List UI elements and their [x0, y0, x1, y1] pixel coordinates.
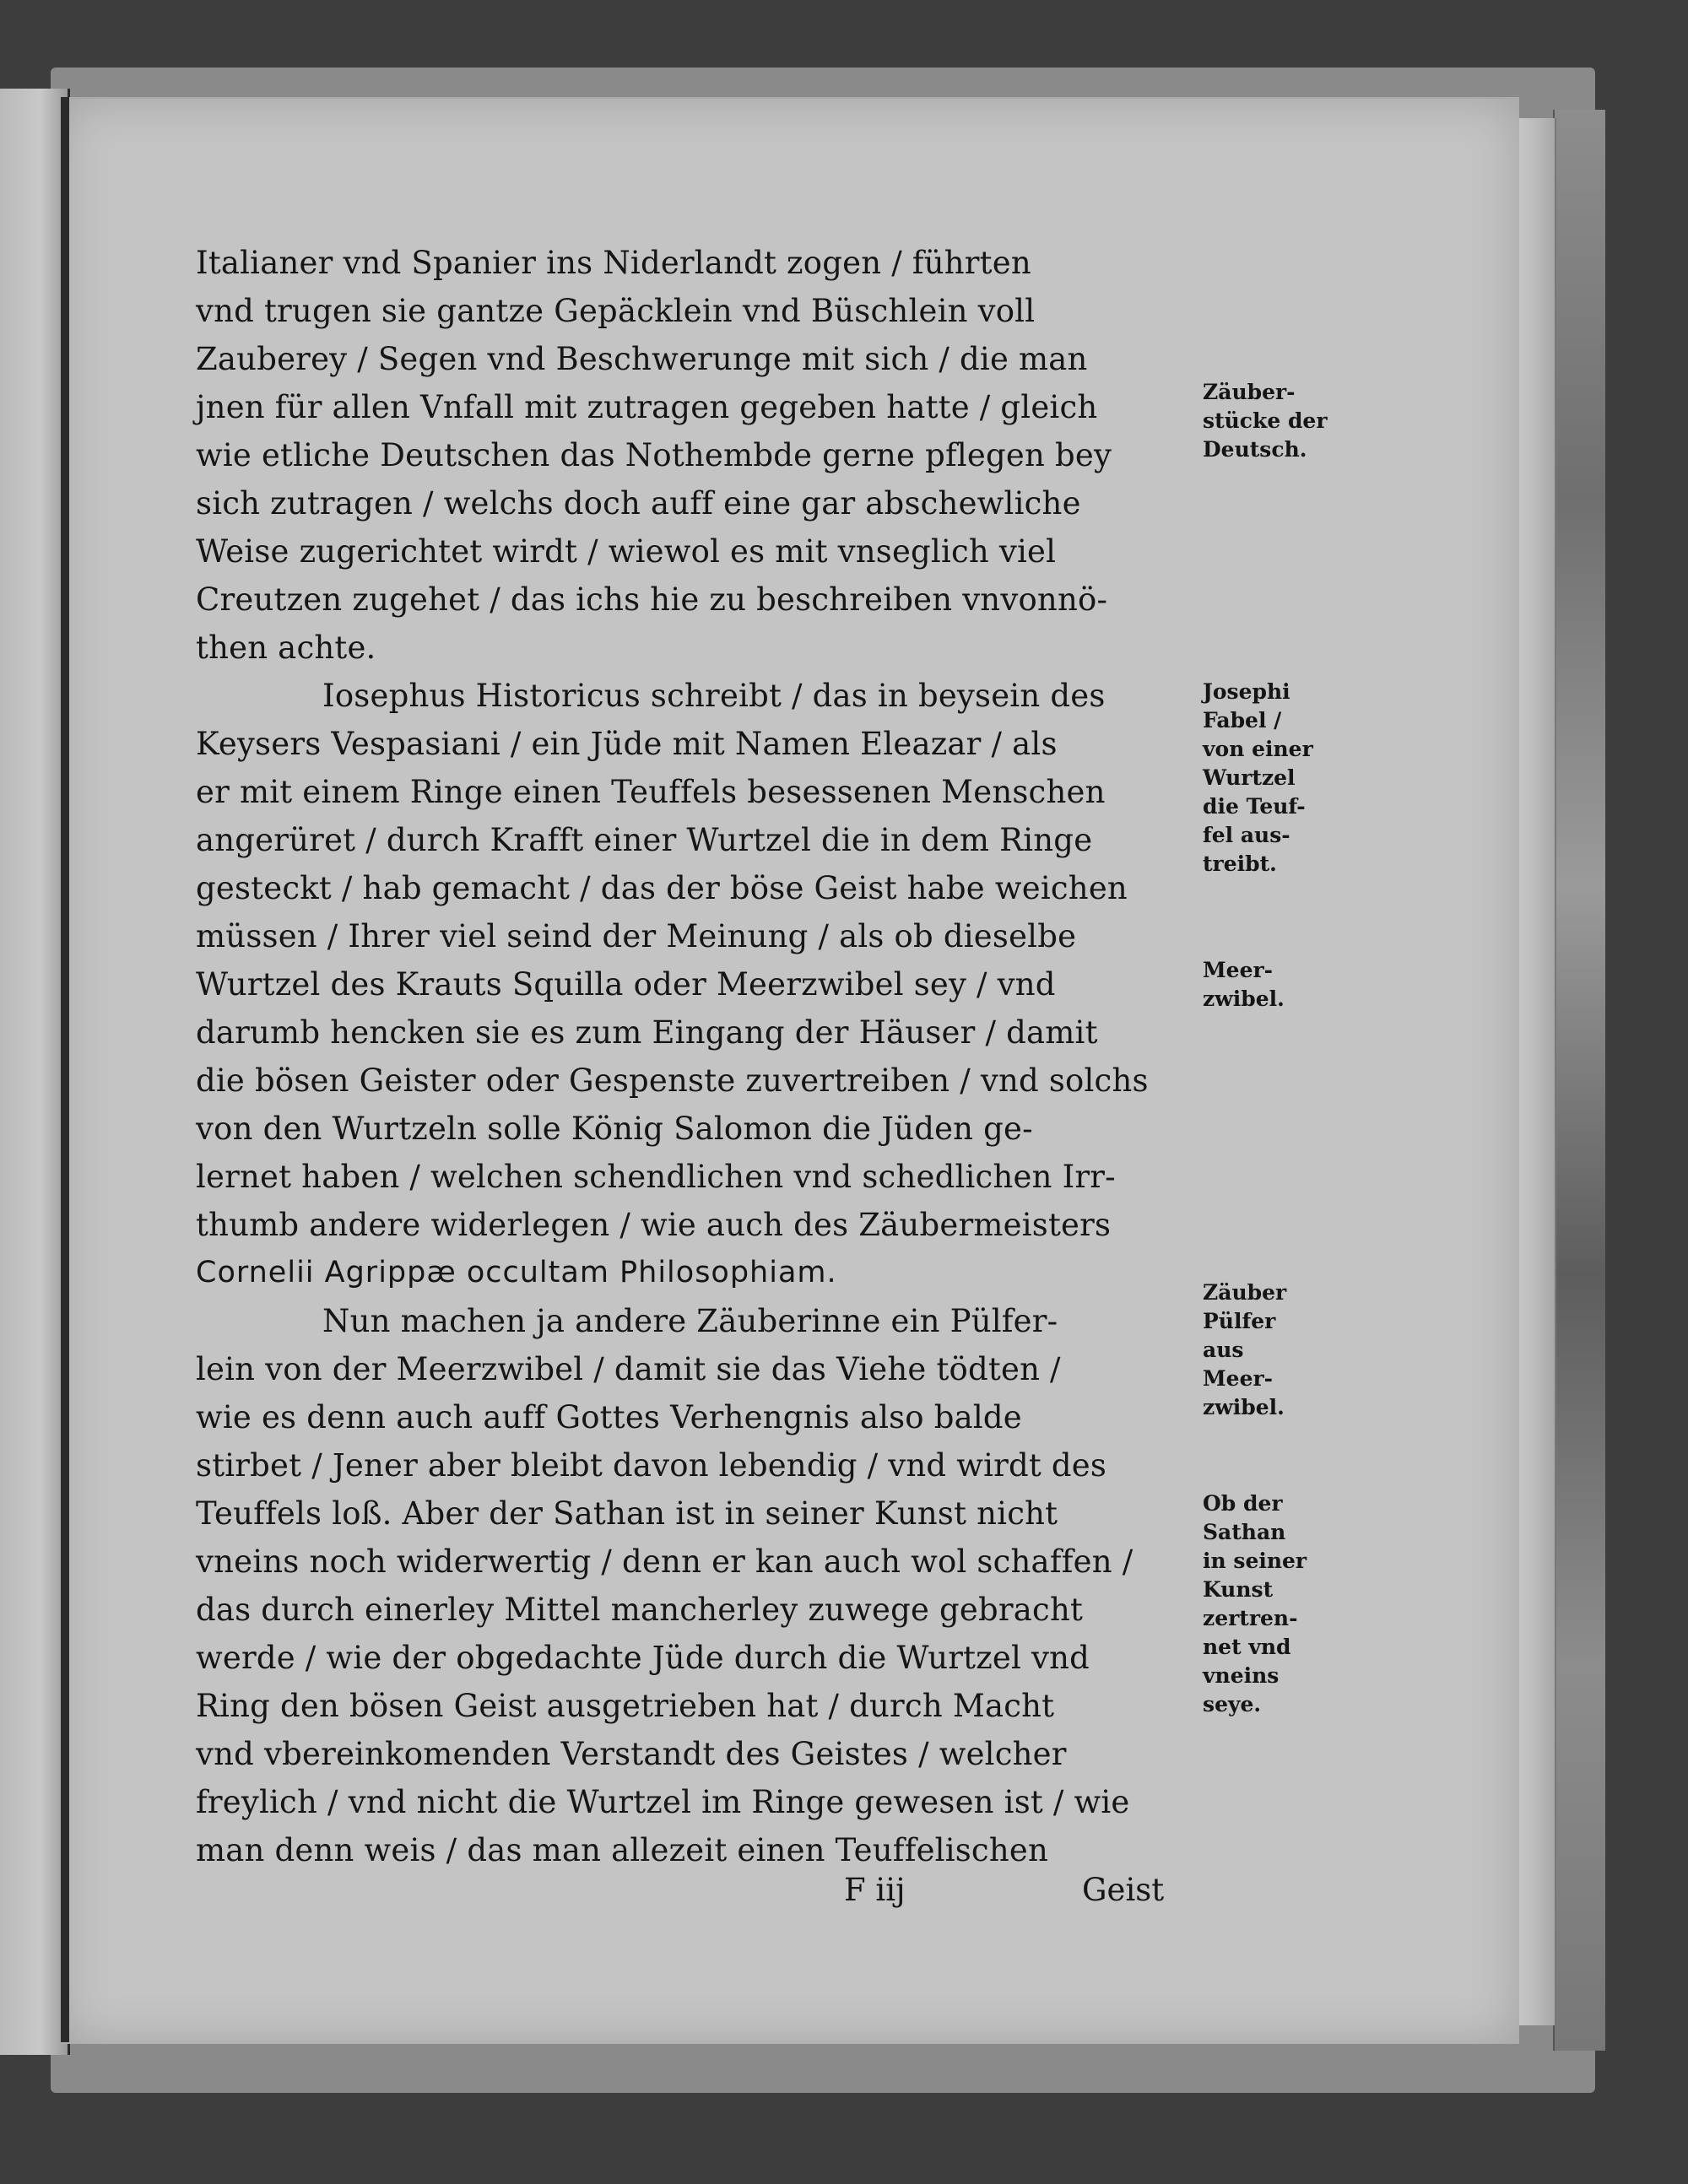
text-line: vneins noch widerwertig / denn er kan auch wol schaffen / [196, 1543, 1133, 1580]
text-line: er mit einem Ringe einen Teuffels besessenen Menschen [196, 774, 1106, 810]
text-line: Teuffels loß. Aber der Sathan ist in seiner Kunst nicht [196, 1495, 1058, 1532]
text-line: man denn weis / das man allezeit einen Teuffelischen [196, 1832, 1049, 1868]
main-text-block [196, 239, 1192, 1874]
text-line: Italianer vnd Spanier ins Niderlandt zogen / führten [196, 245, 1031, 281]
text-line: angerüret / durch Krafft einer Wurtzel die in dem Ringe [196, 822, 1093, 858]
text-line: Keysers Vespasiani / ein Jüde mit Namen Eleazar / als [196, 726, 1058, 762]
facing-page-edge [0, 89, 70, 2055]
text-line: gesteckt / hab gemacht / das der böse Geist habe weichen [196, 870, 1128, 906]
text-line: freylich / vnd nicht die Wurtzel im Ringe gewesen ist / wie [196, 1784, 1130, 1820]
text-line: lernet haben / welchen schendlichen vnd schedlichen Irr- [196, 1159, 1116, 1195]
text-line: Weise zugerichtet wirdt / wiewol es mit vnseglich viel [196, 533, 1057, 570]
text-line: vnd trugen sie gantze Gepäcklein vnd Büschlein voll [196, 293, 1036, 329]
text-line: Nun machen ja andere Zäuberinne ein Pülfer- [322, 1303, 1058, 1339]
text-line: Iosephus Historicus schreibt / das in beysein des [322, 678, 1106, 714]
text-line: von den Wurtzeln solle König Salomon die Jüden ge- [196, 1111, 1033, 1147]
text-line: Creutzen zugehet / das ichs hie zu beschreiben vnvonnö- [196, 581, 1108, 618]
text-line: Zauberey / Segen vnd Beschwerunge mit sich / die man [196, 341, 1088, 377]
margin-note: Ob der Sathan in seiner Kunst zertren- net vnd vneins seye. [1203, 1491, 1307, 1716]
text-line: die bösen Geister oder Gespenste zuvertreiben / vnd solchs [196, 1062, 1149, 1099]
text-line: Ring den bösen Geist ausgetrieben hat / durch Macht [196, 1688, 1055, 1724]
page-gutter [61, 97, 69, 2042]
text-line: wie etliche Deutschen das Nothembde gerne pflegen bey [196, 437, 1112, 473]
text-line: müssen / Ihrer viel seind der Meinung / als ob dieselbe [196, 918, 1077, 954]
text-line: darumb hencken sie es zum Eingang der Häuser / damit [196, 1014, 1098, 1051]
margin-note: Meer- zwibel. [1203, 958, 1285, 1011]
text-line: werde / wie der obgedachte Jüde durch die Wurtzel vnd [196, 1640, 1090, 1676]
text-line: Cornelii Agrippæ occultam Philosophiam. [196, 1256, 837, 1289]
text-line: das durch einerley Mittel mancherley zuwege gebracht [196, 1592, 1084, 1628]
text-line: wie es denn auch auff Gottes Verhengnis also balde [196, 1399, 1022, 1435]
text-line: thumb andere widerlegen / wie auch des Zäubermeisters [196, 1207, 1112, 1243]
margin-note: Zäuber Pülfer aus Meer- zwibel. [1203, 1280, 1287, 1419]
margin-note: Zäuber- stücke der Deutsch. [1203, 380, 1328, 462]
text-line: vnd vbereinkomenden Verstandt des Geistes / welcher [196, 1736, 1067, 1772]
margin-notes [1203, 0, 1372, 2184]
catchword: Geist [1082, 1872, 1165, 1908]
text-line: stirbet / Jener aber bleibt davon lebendig / vnd wirdt des [196, 1447, 1107, 1484]
signature-mark: F iij [844, 1872, 906, 1908]
margin-note: Josephi Fabel / von einer Wurtzel die Teuf- fel aus- treibt. [1203, 679, 1313, 876]
text-line: Wurtzel des Krauts Squilla oder Meerzwibel sey / vnd [196, 966, 1056, 1003]
text-line: then achte. [196, 630, 376, 666]
text-line: lein von der Meerzwibel / damit sie das Viehe tödten / [196, 1351, 1061, 1387]
marbled-cover-edge [1553, 110, 1605, 2051]
text-line: sich zutragen / welchs doch auff eine gar abschewliche [196, 485, 1081, 522]
text-line: jnen für allen Vnfall mit zutragen gegeben hatte / gleich [196, 389, 1098, 425]
